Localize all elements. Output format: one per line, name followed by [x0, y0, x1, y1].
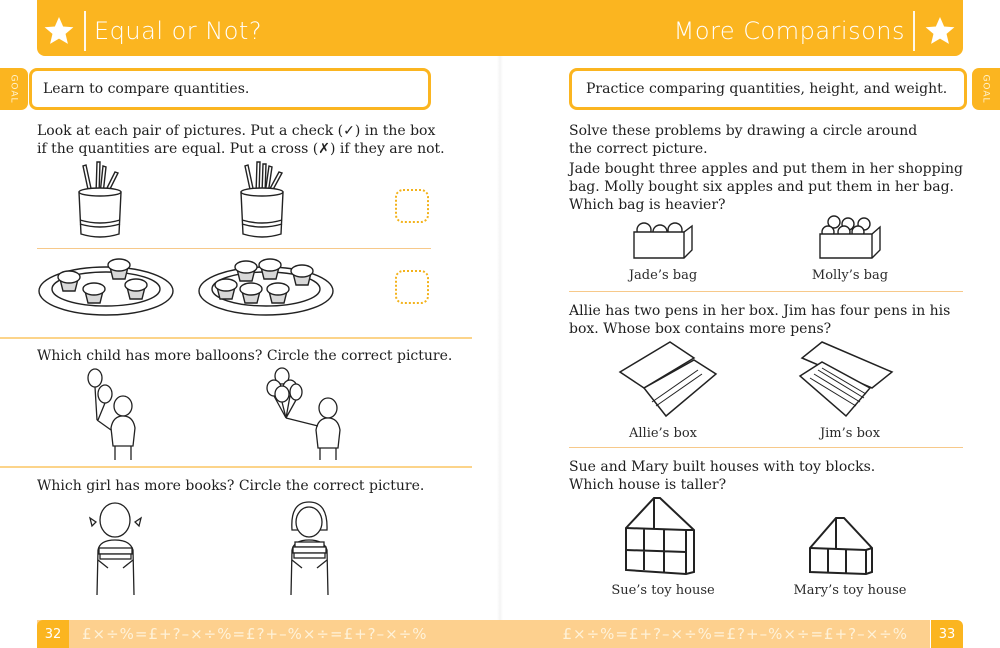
- marys-house-image: [808, 516, 874, 576]
- section-divider: [0, 466, 472, 468]
- goal-tab-label: GOAL: [9, 74, 20, 104]
- jims-box-image: [796, 340, 898, 422]
- page-title: Equal or Not?: [94, 17, 263, 45]
- problem-pens: [569, 302, 950, 338]
- problem-line: box. Whose box contains more pens?: [569, 321, 832, 337]
- goal-tab: [972, 68, 1000, 110]
- instruction-balloons: Which child has more balloons? Circle the correct picture.: [37, 348, 453, 364]
- instruction-line: the correct picture.: [569, 141, 708, 157]
- star-icon: [42, 14, 76, 48]
- problem-line: Sue and Mary built houses with toy blocks.: [569, 459, 876, 475]
- goal-text: Learn to compare quantities.: [43, 81, 250, 97]
- goal-box: [29, 68, 431, 110]
- boy-5-balloons-image: [262, 368, 352, 460]
- answer-box-cupcakes[interactable]: [395, 270, 429, 304]
- problem-houses: [569, 458, 875, 494]
- mollys-bag-image: [818, 212, 882, 260]
- boy-2-balloons-image: [85, 368, 145, 460]
- caption-allies-box: Allie’s box: [629, 426, 697, 441]
- header-divider: [913, 11, 915, 51]
- page-number: 32: [37, 620, 69, 648]
- footer-symbols: £×÷%=£+?–×÷%=£?+–%×÷=£+?–×÷%: [562, 625, 908, 643]
- footer-symbols: £×÷%=£+?–×÷%=£?+–%×÷=£+?–×÷%: [82, 625, 428, 643]
- problem-line: Which house is taller?: [569, 477, 727, 493]
- plate-4-cupcakes-image: [37, 255, 175, 317]
- footer-band: [500, 620, 930, 648]
- instruction-books: Which girl has more books? Circle the correct picture.: [37, 478, 425, 494]
- problem-divider: [569, 447, 963, 448]
- footer-band: [37, 620, 500, 648]
- problem-line: Allie has two pens in her box. Jim has four pens in his: [569, 303, 951, 319]
- answer-box-pencils[interactable]: [395, 189, 429, 223]
- girl-2-books-image: [88, 500, 143, 595]
- pencil-cup-5-image: [237, 160, 287, 240]
- header-divider: [84, 11, 86, 51]
- instruction-line: Solve these problems by drawing a circle around: [569, 123, 918, 139]
- instruction-line: if the quantities are equal. Put a cross (✗) if they are not.: [37, 141, 445, 157]
- page-header: [37, 0, 500, 56]
- girl-3-books-image: [282, 500, 337, 595]
- page-number: 33: [931, 620, 963, 648]
- row-divider: [37, 248, 431, 249]
- problem-line: Jade bought three apples and put them in her shopping: [569, 161, 964, 177]
- problem-apples: [569, 160, 963, 214]
- right-page: [500, 0, 1000, 648]
- goal-tab: [0, 68, 28, 110]
- page-header: [500, 0, 963, 56]
- instruction-equal-or-not: [37, 122, 445, 158]
- instruction-line: Look at each pair of pictures. Put a check (✓) in the box: [37, 123, 436, 139]
- problem-divider: [569, 291, 963, 292]
- caption-mollys-bag: Molly’s bag: [811, 268, 889, 283]
- problem-line: Which bag is heavier?: [569, 197, 726, 213]
- section-divider: [0, 337, 472, 339]
- pencil-cup-4-image: [75, 160, 125, 240]
- allies-box-image: [618, 340, 720, 422]
- caption-jades-bag: Jade’s bag: [628, 268, 698, 283]
- caption-sues-house: Sue’s toy house: [611, 583, 715, 598]
- problem-line: bag. Molly bought six apples and put them in her bag.: [569, 179, 954, 195]
- page-title: More Comparisons: [673, 17, 905, 45]
- star-icon: [923, 14, 957, 48]
- plate-7-cupcakes-image: [197, 255, 335, 317]
- caption-jims-box: Jim’s box: [819, 426, 881, 441]
- jades-bag-image: [632, 216, 694, 260]
- sues-house-image: [624, 496, 696, 576]
- intro-instruction: [569, 122, 917, 158]
- caption-marys-house: Mary’s toy house: [793, 583, 907, 598]
- goal-box: [569, 68, 967, 110]
- goal-text: Practice comparing quantities, height, and weight.: [586, 81, 948, 97]
- goal-tab-label: GOAL: [981, 74, 992, 104]
